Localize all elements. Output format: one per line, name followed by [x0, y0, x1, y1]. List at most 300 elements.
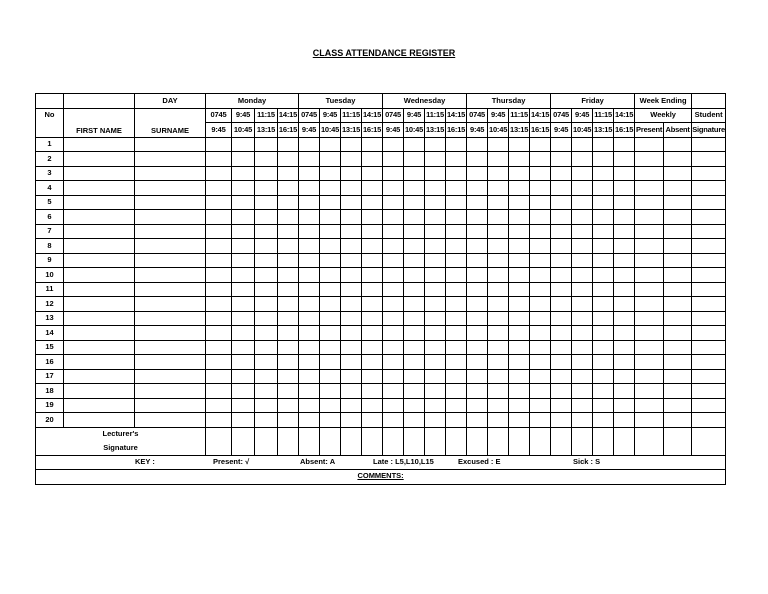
attendance-cell[interactable]: [530, 137, 551, 152]
attendance-cell[interactable]: [341, 326, 362, 341]
attendance-cell[interactable]: [572, 340, 593, 355]
attendance-cell[interactable]: [530, 413, 551, 428]
attendance-cell[interactable]: [362, 369, 383, 384]
attendance-cell[interactable]: [530, 369, 551, 384]
attendance-cell[interactable]: [488, 297, 509, 312]
attendance-cell[interactable]: [551, 137, 572, 152]
attendance-cell[interactable]: [425, 340, 446, 355]
attendance-cell[interactable]: [362, 239, 383, 254]
attendance-cell[interactable]: [509, 297, 530, 312]
attendance-cell[interactable]: [551, 152, 572, 167]
attendance-cell[interactable]: [509, 398, 530, 413]
lecturer-signature-cell[interactable]: [341, 427, 362, 455]
first-name-cell[interactable]: [64, 355, 135, 370]
attendance-cell[interactable]: [572, 398, 593, 413]
attendance-cell[interactable]: [255, 210, 278, 225]
attendance-cell[interactable]: [551, 210, 572, 225]
attendance-cell[interactable]: [320, 282, 341, 297]
present-total-cell[interactable]: [635, 297, 664, 312]
attendance-cell[interactable]: [572, 181, 593, 196]
attendance-cell[interactable]: [299, 195, 320, 210]
attendance-cell[interactable]: [530, 195, 551, 210]
surname-cell[interactable]: [135, 311, 206, 326]
attendance-cell[interactable]: [232, 210, 255, 225]
attendance-cell[interactable]: [255, 297, 278, 312]
absent-total-cell[interactable]: [664, 239, 692, 254]
attendance-cell[interactable]: [320, 152, 341, 167]
attendance-cell[interactable]: [614, 297, 635, 312]
attendance-cell[interactable]: [551, 239, 572, 254]
attendance-cell[interactable]: [551, 195, 572, 210]
attendance-cell[interactable]: [593, 340, 614, 355]
attendance-cell[interactable]: [341, 384, 362, 399]
attendance-cell[interactable]: [425, 282, 446, 297]
attendance-cell[interactable]: [383, 181, 404, 196]
attendance-cell[interactable]: [614, 340, 635, 355]
attendance-cell[interactable]: [446, 282, 467, 297]
attendance-cell[interactable]: [404, 239, 425, 254]
attendance-cell[interactable]: [530, 297, 551, 312]
attendance-cell[interactable]: [404, 152, 425, 167]
attendance-cell[interactable]: [551, 282, 572, 297]
attendance-cell[interactable]: [446, 239, 467, 254]
attendance-cell[interactable]: [362, 355, 383, 370]
attendance-cell[interactable]: [572, 224, 593, 239]
attendance-cell[interactable]: [383, 268, 404, 283]
absent-total-cell[interactable]: [664, 369, 692, 384]
first-name-cell[interactable]: [64, 297, 135, 312]
attendance-cell[interactable]: [383, 355, 404, 370]
attendance-cell[interactable]: [404, 268, 425, 283]
attendance-cell[interactable]: [206, 326, 232, 341]
attendance-cell[interactable]: [446, 166, 467, 181]
attendance-cell[interactable]: [299, 268, 320, 283]
attendance-cell[interactable]: [255, 253, 278, 268]
attendance-cell[interactable]: [278, 137, 299, 152]
attendance-cell[interactable]: [593, 326, 614, 341]
attendance-cell[interactable]: [206, 253, 232, 268]
attendance-cell[interactable]: [530, 253, 551, 268]
attendance-cell[interactable]: [593, 195, 614, 210]
attendance-cell[interactable]: [509, 137, 530, 152]
attendance-cell[interactable]: [593, 413, 614, 428]
attendance-cell[interactable]: [509, 166, 530, 181]
attendance-cell[interactable]: [467, 413, 488, 428]
attendance-cell[interactable]: [404, 181, 425, 196]
student-signature-cell[interactable]: [692, 239, 726, 254]
attendance-cell[interactable]: [232, 282, 255, 297]
attendance-cell[interactable]: [341, 311, 362, 326]
attendance-cell[interactable]: [488, 195, 509, 210]
attendance-cell[interactable]: [614, 210, 635, 225]
lecturer-signature-cell[interactable]: [467, 427, 488, 455]
attendance-cell[interactable]: [446, 137, 467, 152]
attendance-cell[interactable]: [551, 166, 572, 181]
student-signature-cell[interactable]: [692, 398, 726, 413]
attendance-cell[interactable]: [320, 268, 341, 283]
attendance-cell[interactable]: [551, 398, 572, 413]
attendance-cell[interactable]: [383, 224, 404, 239]
attendance-cell[interactable]: [509, 413, 530, 428]
lecturer-signature-cell[interactable]: [232, 427, 255, 455]
attendance-cell[interactable]: [255, 224, 278, 239]
attendance-cell[interactable]: [572, 369, 593, 384]
absent-total-cell[interactable]: [664, 340, 692, 355]
attendance-cell[interactable]: [614, 181, 635, 196]
student-signature-cell[interactable]: [692, 137, 726, 152]
attendance-cell[interactable]: [593, 239, 614, 254]
attendance-cell[interactable]: [425, 311, 446, 326]
first-name-cell[interactable]: [64, 224, 135, 239]
attendance-cell[interactable]: [509, 355, 530, 370]
attendance-cell[interactable]: [593, 253, 614, 268]
lecturer-signature-cell[interactable]: [299, 427, 320, 455]
attendance-cell[interactable]: [572, 282, 593, 297]
attendance-cell[interactable]: [467, 282, 488, 297]
attendance-cell[interactable]: [446, 152, 467, 167]
first-name-cell[interactable]: [64, 340, 135, 355]
lecturer-signature-cell[interactable]: [551, 427, 572, 455]
lecturer-signature-cell[interactable]: [530, 427, 551, 455]
attendance-cell[interactable]: [467, 152, 488, 167]
attendance-cell[interactable]: [278, 268, 299, 283]
attendance-cell[interactable]: [425, 355, 446, 370]
attendance-cell[interactable]: [614, 311, 635, 326]
attendance-cell[interactable]: [320, 253, 341, 268]
attendance-cell[interactable]: [488, 398, 509, 413]
attendance-cell[interactable]: [425, 253, 446, 268]
surname-cell[interactable]: [135, 340, 206, 355]
student-signature-cell[interactable]: [692, 384, 726, 399]
attendance-cell[interactable]: [509, 253, 530, 268]
attendance-cell[interactable]: [383, 340, 404, 355]
attendance-cell[interactable]: [232, 181, 255, 196]
attendance-cell[interactable]: [509, 195, 530, 210]
attendance-cell[interactable]: [614, 137, 635, 152]
attendance-cell[interactable]: [530, 210, 551, 225]
attendance-cell[interactable]: [320, 355, 341, 370]
attendance-cell[interactable]: [530, 355, 551, 370]
attendance-cell[interactable]: [362, 224, 383, 239]
attendance-cell[interactable]: [572, 326, 593, 341]
attendance-cell[interactable]: [593, 210, 614, 225]
attendance-cell[interactable]: [299, 181, 320, 196]
attendance-cell[interactable]: [425, 369, 446, 384]
attendance-cell[interactable]: [299, 152, 320, 167]
attendance-cell[interactable]: [362, 398, 383, 413]
attendance-cell[interactable]: [446, 340, 467, 355]
attendance-cell[interactable]: [383, 210, 404, 225]
attendance-cell[interactable]: [425, 398, 446, 413]
absent-total-cell[interactable]: [664, 268, 692, 283]
attendance-cell[interactable]: [341, 398, 362, 413]
attendance-cell[interactable]: [320, 340, 341, 355]
absent-total-cell[interactable]: [664, 137, 692, 152]
attendance-cell[interactable]: [255, 195, 278, 210]
attendance-cell[interactable]: [341, 152, 362, 167]
attendance-cell[interactable]: [509, 239, 530, 254]
attendance-cell[interactable]: [278, 253, 299, 268]
attendance-cell[interactable]: [206, 340, 232, 355]
attendance-cell[interactable]: [255, 239, 278, 254]
student-signature-cell[interactable]: [692, 268, 726, 283]
surname-cell[interactable]: [135, 413, 206, 428]
surname-cell[interactable]: [135, 137, 206, 152]
attendance-cell[interactable]: [278, 340, 299, 355]
attendance-cell[interactable]: [232, 224, 255, 239]
surname-cell[interactable]: [135, 369, 206, 384]
attendance-cell[interactable]: [278, 413, 299, 428]
attendance-cell[interactable]: [488, 384, 509, 399]
attendance-cell[interactable]: [488, 166, 509, 181]
attendance-cell[interactable]: [572, 152, 593, 167]
attendance-cell[interactable]: [530, 340, 551, 355]
attendance-cell[interactable]: [255, 268, 278, 283]
attendance-cell[interactable]: [551, 326, 572, 341]
absent-total-cell[interactable]: [664, 195, 692, 210]
present-total-cell[interactable]: [635, 137, 664, 152]
surname-cell[interactable]: [135, 282, 206, 297]
attendance-cell[interactable]: [488, 369, 509, 384]
lecturer-signature-cell[interactable]: [404, 427, 425, 455]
attendance-cell[interactable]: [299, 398, 320, 413]
attendance-cell[interactable]: [425, 268, 446, 283]
lecturer-signature-cell[interactable]: [320, 427, 341, 455]
lecturer-signature-cell[interactable]: [593, 427, 614, 455]
attendance-cell[interactable]: [341, 181, 362, 196]
attendance-cell[interactable]: [509, 384, 530, 399]
present-total-cell[interactable]: [635, 253, 664, 268]
attendance-cell[interactable]: [206, 398, 232, 413]
attendance-cell[interactable]: [593, 297, 614, 312]
attendance-cell[interactable]: [299, 413, 320, 428]
attendance-cell[interactable]: [341, 355, 362, 370]
attendance-cell[interactable]: [530, 282, 551, 297]
present-total-cell[interactable]: [635, 210, 664, 225]
attendance-cell[interactable]: [320, 369, 341, 384]
absent-total-cell[interactable]: [664, 311, 692, 326]
attendance-cell[interactable]: [572, 210, 593, 225]
attendance-cell[interactable]: [614, 253, 635, 268]
attendance-cell[interactable]: [425, 195, 446, 210]
attendance-cell[interactable]: [614, 282, 635, 297]
attendance-cell[interactable]: [206, 311, 232, 326]
attendance-cell[interactable]: [446, 326, 467, 341]
surname-cell[interactable]: [135, 326, 206, 341]
attendance-cell[interactable]: [467, 311, 488, 326]
attendance-cell[interactable]: [572, 355, 593, 370]
attendance-cell[interactable]: [255, 137, 278, 152]
attendance-cell[interactable]: [551, 297, 572, 312]
attendance-cell[interactable]: [551, 369, 572, 384]
student-signature-cell[interactable]: [692, 195, 726, 210]
attendance-cell[interactable]: [530, 166, 551, 181]
attendance-cell[interactable]: [593, 224, 614, 239]
attendance-cell[interactable]: [425, 297, 446, 312]
attendance-cell[interactable]: [467, 239, 488, 254]
attendance-cell[interactable]: [362, 311, 383, 326]
attendance-cell[interactable]: [341, 340, 362, 355]
attendance-cell[interactable]: [320, 311, 341, 326]
attendance-cell[interactable]: [278, 384, 299, 399]
attendance-cell[interactable]: [530, 311, 551, 326]
attendance-cell[interactable]: [530, 398, 551, 413]
attendance-cell[interactable]: [278, 369, 299, 384]
attendance-cell[interactable]: [206, 239, 232, 254]
attendance-cell[interactable]: [341, 297, 362, 312]
first-name-cell[interactable]: [64, 195, 135, 210]
attendance-cell[interactable]: [232, 253, 255, 268]
attendance-cell[interactable]: [383, 398, 404, 413]
surname-cell[interactable]: [135, 152, 206, 167]
surname-cell[interactable]: [135, 384, 206, 399]
attendance-cell[interactable]: [446, 253, 467, 268]
attendance-cell[interactable]: [467, 369, 488, 384]
first-name-cell[interactable]: [64, 369, 135, 384]
attendance-cell[interactable]: [593, 181, 614, 196]
present-total-cell[interactable]: [635, 413, 664, 428]
attendance-cell[interactable]: [341, 195, 362, 210]
absent-total-cell[interactable]: [664, 181, 692, 196]
attendance-cell[interactable]: [509, 210, 530, 225]
attendance-cell[interactable]: [206, 224, 232, 239]
attendance-cell[interactable]: [551, 253, 572, 268]
attendance-cell[interactable]: [206, 297, 232, 312]
attendance-cell[interactable]: [572, 166, 593, 181]
absent-total-cell[interactable]: [664, 398, 692, 413]
attendance-cell[interactable]: [614, 152, 635, 167]
attendance-cell[interactable]: [383, 297, 404, 312]
attendance-cell[interactable]: [320, 413, 341, 428]
attendance-cell[interactable]: [551, 340, 572, 355]
surname-cell[interactable]: [135, 398, 206, 413]
attendance-cell[interactable]: [362, 326, 383, 341]
attendance-cell[interactable]: [299, 282, 320, 297]
first-name-cell[interactable]: [64, 210, 135, 225]
attendance-cell[interactable]: [614, 398, 635, 413]
attendance-cell[interactable]: [551, 413, 572, 428]
attendance-cell[interactable]: [320, 239, 341, 254]
attendance-cell[interactable]: [278, 311, 299, 326]
attendance-cell[interactable]: [255, 398, 278, 413]
surname-cell[interactable]: [135, 253, 206, 268]
attendance-cell[interactable]: [320, 398, 341, 413]
attendance-cell[interactable]: [299, 239, 320, 254]
attendance-cell[interactable]: [206, 369, 232, 384]
attendance-cell[interactable]: [614, 384, 635, 399]
attendance-cell[interactable]: [467, 166, 488, 181]
attendance-cell[interactable]: [206, 384, 232, 399]
absent-total-cell[interactable]: [664, 384, 692, 399]
first-name-cell[interactable]: [64, 326, 135, 341]
attendance-cell[interactable]: [278, 355, 299, 370]
present-total-cell[interactable]: [635, 398, 664, 413]
attendance-cell[interactable]: [509, 340, 530, 355]
attendance-cell[interactable]: [362, 413, 383, 428]
attendance-cell[interactable]: [404, 311, 425, 326]
attendance-cell[interactable]: [488, 268, 509, 283]
attendance-cell[interactable]: [299, 166, 320, 181]
student-signature-cell[interactable]: [692, 253, 726, 268]
attendance-cell[interactable]: [383, 166, 404, 181]
present-total-cell[interactable]: [635, 224, 664, 239]
attendance-cell[interactable]: [488, 340, 509, 355]
attendance-cell[interactable]: [614, 326, 635, 341]
attendance-cell[interactable]: [206, 166, 232, 181]
attendance-cell[interactable]: [404, 340, 425, 355]
attendance-cell[interactable]: [320, 181, 341, 196]
attendance-cell[interactable]: [593, 282, 614, 297]
attendance-cell[interactable]: [425, 166, 446, 181]
attendance-cell[interactable]: [341, 166, 362, 181]
lecturer-signature-cell[interactable]: [614, 427, 635, 455]
attendance-cell[interactable]: [551, 384, 572, 399]
attendance-cell[interactable]: [614, 224, 635, 239]
attendance-cell[interactable]: [425, 224, 446, 239]
absent-total-cell[interactable]: [664, 224, 692, 239]
attendance-cell[interactable]: [446, 413, 467, 428]
attendance-cell[interactable]: [488, 181, 509, 196]
attendance-cell[interactable]: [206, 268, 232, 283]
attendance-cell[interactable]: [278, 152, 299, 167]
attendance-cell[interactable]: [446, 311, 467, 326]
attendance-cell[interactable]: [593, 398, 614, 413]
attendance-cell[interactable]: [206, 282, 232, 297]
attendance-cell[interactable]: [320, 195, 341, 210]
attendance-cell[interactable]: [320, 137, 341, 152]
attendance-cell[interactable]: [425, 181, 446, 196]
attendance-cell[interactable]: [614, 355, 635, 370]
comments-box[interactable]: [36, 470, 726, 485]
surname-cell[interactable]: [135, 181, 206, 196]
attendance-cell[interactable]: [362, 340, 383, 355]
attendance-cell[interactable]: [425, 384, 446, 399]
attendance-cell[interactable]: [206, 413, 232, 428]
lecturer-signature-cell[interactable]: [362, 427, 383, 455]
attendance-cell[interactable]: [383, 413, 404, 428]
present-total-cell[interactable]: [635, 282, 664, 297]
absent-total-cell[interactable]: [664, 297, 692, 312]
attendance-cell[interactable]: [404, 224, 425, 239]
present-total-cell[interactable]: [635, 195, 664, 210]
attendance-cell[interactable]: [572, 384, 593, 399]
attendance-cell[interactable]: [614, 413, 635, 428]
attendance-cell[interactable]: [488, 210, 509, 225]
present-total-cell[interactable]: [635, 369, 664, 384]
lecturer-signature-cell[interactable]: [278, 427, 299, 455]
attendance-cell[interactable]: [404, 398, 425, 413]
first-name-cell[interactable]: [64, 268, 135, 283]
attendance-cell[interactable]: [362, 152, 383, 167]
attendance-cell[interactable]: [278, 239, 299, 254]
attendance-cell[interactable]: [488, 224, 509, 239]
attendance-cell[interactable]: [488, 253, 509, 268]
surname-cell[interactable]: [135, 195, 206, 210]
attendance-cell[interactable]: [467, 137, 488, 152]
attendance-cell[interactable]: [551, 268, 572, 283]
attendance-cell[interactable]: [404, 413, 425, 428]
attendance-cell[interactable]: [467, 297, 488, 312]
student-signature-cell[interactable]: [692, 181, 726, 196]
attendance-cell[interactable]: [488, 326, 509, 341]
attendance-cell[interactable]: [232, 340, 255, 355]
attendance-cell[interactable]: [362, 210, 383, 225]
present-total-cell[interactable]: [635, 311, 664, 326]
attendance-cell[interactable]: [383, 195, 404, 210]
attendance-cell[interactable]: [278, 224, 299, 239]
attendance-cell[interactable]: [278, 297, 299, 312]
attendance-cell[interactable]: [278, 326, 299, 341]
